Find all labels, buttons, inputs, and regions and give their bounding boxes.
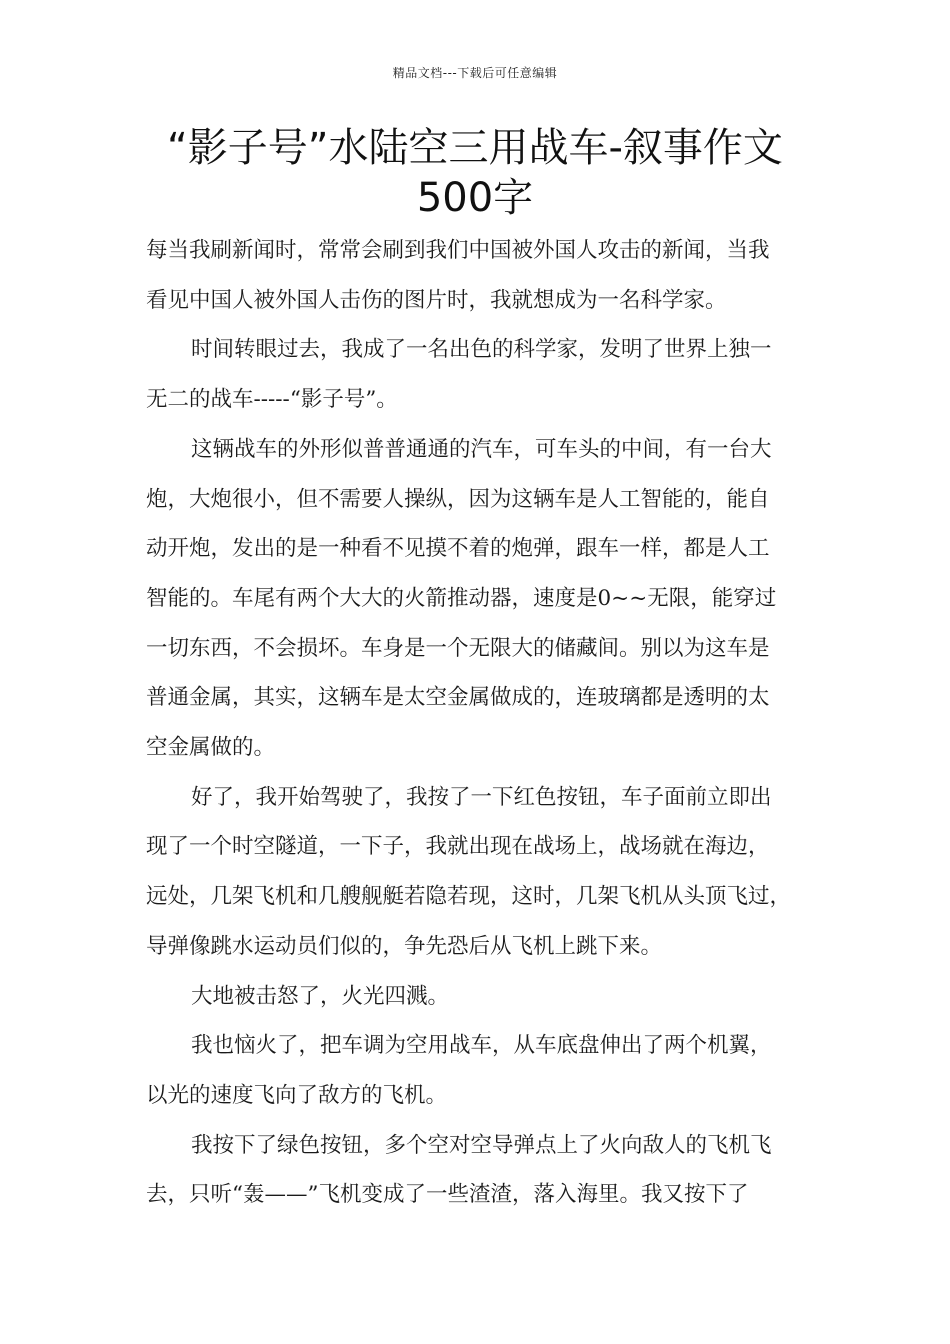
paragraph	[146, 972, 810, 1022]
text-line: 无二的战车-----“影子号”。	[146, 387, 398, 413]
text-line: 看见中国人被外国人击伤的图片时，我就想成为一名科学家。	[146, 287, 727, 313]
text-line: 一切东西，不会损坏。车身是一个无限大的储藏间。别以为这车是	[146, 635, 770, 661]
text-line: 每当我刷新闻时，常常会刷到我们中国被外国人攻击的新闻，当我	[146, 238, 770, 263]
paragraph	[146, 325, 810, 424]
paragraph	[146, 1121, 810, 1220]
text-line: 这辆战车的外形似普普通通的汽车，可车头的中间，有一台大	[191, 436, 772, 462]
paragraph	[146, 425, 810, 773]
text-line: 空金属做的。	[146, 735, 276, 761]
text-line: 普通金属，其实，这辆车是太空金属做成的，连玻璃都是透明的太	[146, 685, 770, 711]
text-line: 远处，几架飞机和几艘舰艇若隐若现，这时，几架飞机从头顶飞过，	[146, 884, 792, 910]
text-line: 以光的速度飞向了敌方的飞机。	[146, 1082, 448, 1108]
paragraph	[146, 1021, 810, 1120]
text-line: 炮，大炮很小，但不需要人操纵，因为这辆车是人工智能的，能自	[146, 486, 770, 512]
text-line: 去，只听“轰——”飞机变成了一些渣渣，落入海里。我又按下了	[146, 1182, 749, 1208]
text-line: 导弹像跳水运动员们似的，争先恐后从飞机上跳下来。	[146, 933, 663, 959]
document-body	[146, 226, 810, 1220]
paragraph	[146, 773, 810, 972]
title-line-2: 500字	[416, 175, 534, 221]
text-line: 动开炮，发出的是一种看不见摸不着的炮弹，跟车一样，都是人工	[146, 536, 770, 562]
text-line: 我也恼火了，把车调为空用战车，从车底盘伸出了两个机翼，	[191, 1033, 772, 1059]
paragraph	[146, 226, 810, 325]
document-title	[0, 123, 950, 223]
text-line: 现了一个时空隧道，一下子，我就出现在战场上，战场就在海边，	[146, 834, 770, 860]
text-line: 时间转眼过去，我成了一名出色的科学家，发明了世界上独一	[191, 337, 772, 363]
text-line: 我按下了绿色按钮，多个空对空导弹点上了火向敌人的飞机飞	[191, 1132, 772, 1158]
text-line: 智能的。车尾有两个大大的火箭推动器，速度是0~~无限，能穿过	[146, 585, 777, 611]
title-line-1: “影子号”水陆空三用战车-叙事作文	[167, 125, 783, 171]
page-header: 精品文档---下载后可任意编辑	[392, 66, 558, 80]
text-line: 大地被击怒了，火光四溅。	[191, 983, 450, 1009]
text-line: 好了，我开始驾驶了，我按了一下红色按钮，车子面前立即出	[191, 784, 772, 810]
